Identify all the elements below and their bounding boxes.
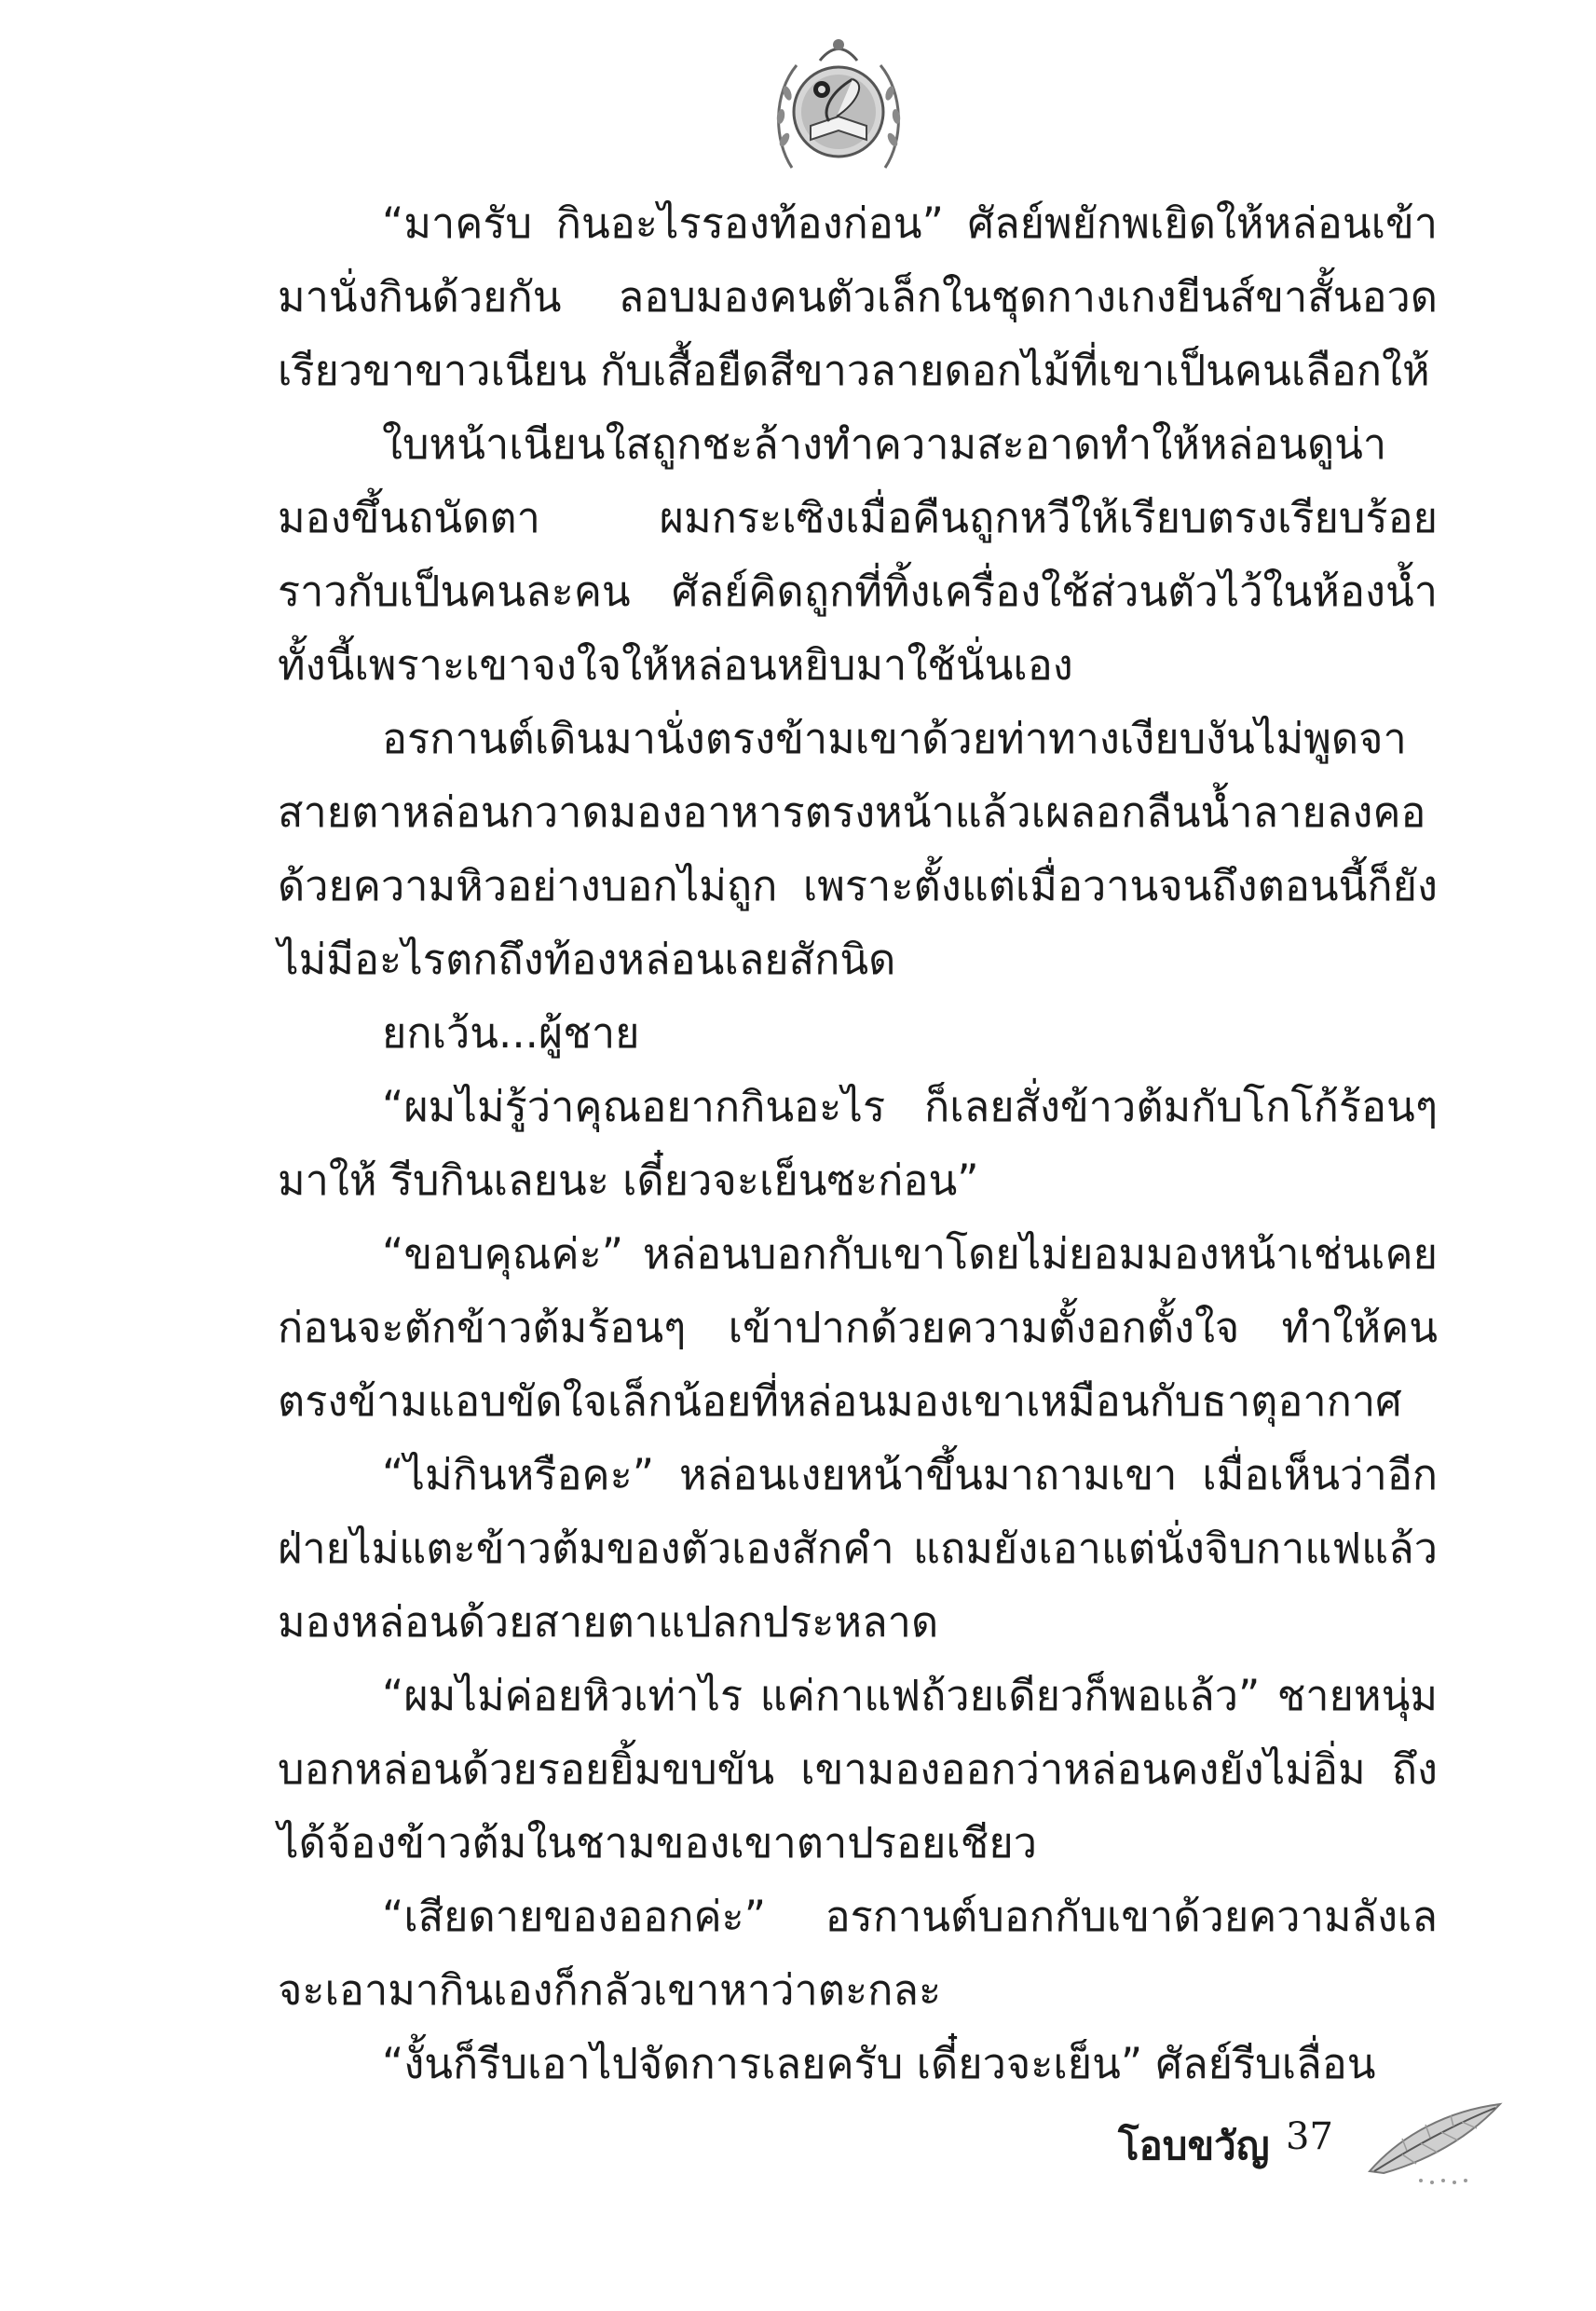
paragraph: “ผมไม่รู้ว่าคุณอยากกินอะไร ก็เลยสั่งข้าวต้มกับโกโก้ร้อนๆ มาให้ รีบกินเลยนะ เดี๋ยวจะเย็นซะก่อน” — [278, 1082, 1438, 1205]
paragraph: ยกเว้น...ผู้ชาย — [382, 1008, 640, 1058]
body-text — [278, 186, 1438, 2100]
paragraph: “มาครับ กินอะไรรองท้องก่อน” ศัลย์พยักพเยิดให้หล่อนเข้ามานั่งกินด้วยกัน ลอบมองคนตัวเล็กในชุดกางเกงยีนส์ขาสั้นอวดเรียวขาขาวเนียน กับเสื้อยืดสีขาวลายดอกไม้ที่เขาเป็นคนเลือกให้ — [278, 198, 1438, 395]
paragraph: “เสียดายของออกค่ะ” อรกานต์บอกกับเขาด้วยความลังเล จะเอามากินเองก็กลัวเขาหาว่าตะกละ — [278, 1892, 1438, 2015]
page-footer — [1006, 2097, 1528, 2208]
page-number: 37 — [1286, 2115, 1333, 2158]
paragraph: “งั้นก็รีบเอาไปจัดการเลยครับ เดี๋ยวจะเย็น” ศัลย์รีบเลื่อน — [382, 2039, 1376, 2088]
feather-quill-icon — [1365, 2097, 1505, 2190]
book-title: โอบขวัญ — [1118, 2123, 1270, 2168]
paragraph: ใบหน้าเนียนใสถูกชะล้างทำความสะอาดทำให้หล่อนดูน่ามองขึ้นถนัดตา ผมกระเซิงเมื่อคืนถูกหวีให้เรียบตรงเรียบร้อยราวกับเป็นคนละคน ศัลย์คิดถูกที่ทิ้งเครื่องใช้ส่วนตัวไว้ในห้องน้ำ ทั้งนี้เพราะเขาจงใจให้หล่อนหยิบมาใช้นั่นเอง — [278, 419, 1438, 690]
paragraph: “ไม่กินหรือคะ” หล่อนเงยหน้าขึ้นมาถามเขา เมื่อเห็นว่าอีกฝ่ายไม่แตะข้าวต้มของตัวเองสักคำ แถมยังเอาแต่นั่งจิบกาแฟแล้วมองหล่อนด้วยสายตาแปลกประหลาด — [278, 1450, 1438, 1647]
paragraph: อรกานต์เดินมานั่งตรงข้ามเขาด้วยท่าทางเงียบงันไม่พูดจา สายตาหล่อนกวาดมองอาหารตรงหน้าแล้วเผลอกลืนน้ำลายลงคอด้วยความหิวอย่างบอกไม่ถูก เพราะตั้งแต่เมื่อวานจนถึงตอนนี้ก็ยังไม่มีอะไรตกถึงท้องหล่อนเลยสักนิด — [278, 714, 1438, 984]
paragraph: “ผมไม่ค่อยหิวเท่าไร แค่กาแฟถ้วยเดียวก็พอแล้ว” ชายหนุ่มบอกหล่อนด้วยรอยยิ้มขบขัน เขามองออกว่าหล่อนคงยังไม่อิ่ม ถึงได้จ้องข้าวต้มในชามของเขาตาปรอยเชียว — [278, 1671, 1438, 1867]
ornamental-quill-emblem-icon — [764, 28, 913, 186]
paragraph: “ขอบคุณค่ะ” หล่อนบอกกับเขาโดยไม่ยอมมองหน้าเช่นเคยก่อนจะตักข้าวต้มร้อนๆ เข้าปากด้วยความตั้งอกตั้งใจ ทำให้คนตรงข้ามแอบขัดใจเล็กน้อยที่หล่อนมองเขาเหมือนกับธาตุอากาศ — [278, 1229, 1438, 1426]
